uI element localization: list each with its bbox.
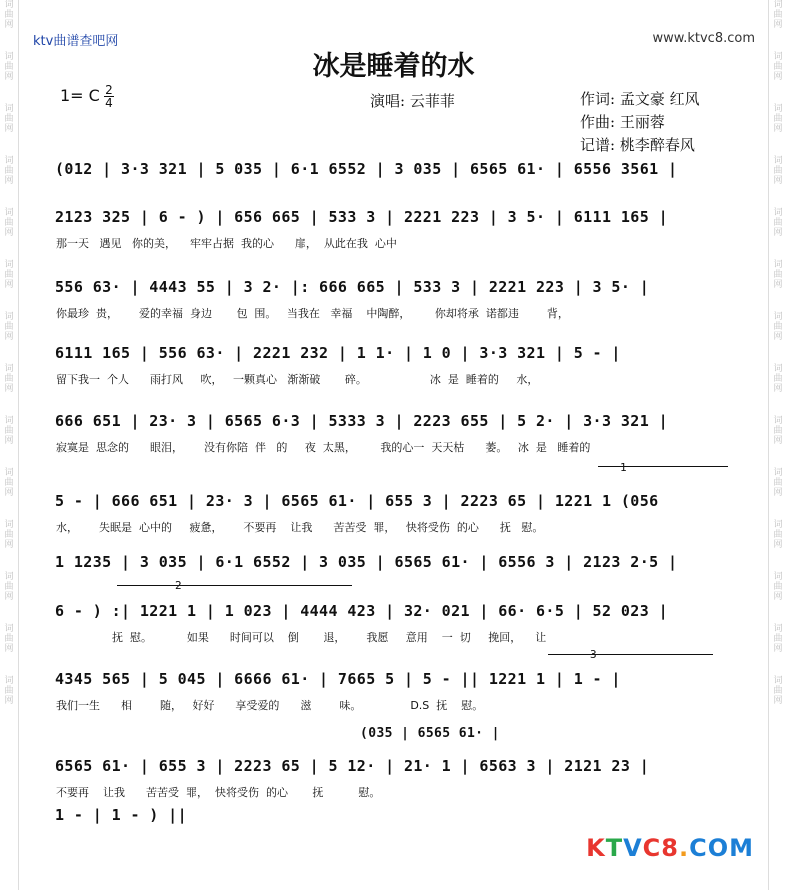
meter-bottom: 4 <box>105 96 113 110</box>
watermark-glyph-group: 词 曲 网 <box>4 104 14 134</box>
watermark-glyph-group: 词 曲 网 <box>4 364 14 394</box>
score-row-notes: 6111 165 | 556 63· | 2221 232 | 1 1· | 1 0 | 3·3 321 | 5 - | <box>55 344 621 362</box>
meter-top: 2 <box>105 83 113 97</box>
watermark-glyph-group: 词 曲 网 <box>4 676 14 706</box>
composer-credit: 作曲: 王丽蓉 <box>580 113 665 131</box>
site-link-left[interactable]: ktv曲谱查吧网 <box>33 34 119 49</box>
watermark-glyph-group: 词 曲 网 <box>4 416 14 446</box>
score-row-lyrics: 不要再 让我 苦苦受 罪， 快将受伤 的心 抚 慰。 <box>56 786 381 799</box>
score-row-notes: 1 - | 1 - ) || <box>55 806 188 824</box>
watermark-glyph-group: 词 曲 网 <box>4 572 14 602</box>
score-row-notes: 6 - ) :| 1221 1 | 1 023 | 4444 423 | 32· 021 | 66· 6·5 | 52 023 | <box>55 602 668 620</box>
score-row-lyrics: 那一天 遇见 你的美， 牢牢占据 我的心 扉， 从此在我 心中 <box>56 237 397 250</box>
score-row-notes: 2123 325 | 6 - ) | 656 665 | 533 3 | 2221 223 | 3 5· | 6111 165 | <box>55 208 668 226</box>
score-row-lyrics: 我们一生 相 随， 好好 享受爱的 滋 味。 D.S 抚 慰。 <box>56 699 484 712</box>
score-row-notes: 6565 61· | 655 3 | 2223 65 | 5 12· | 21· 1 | 6563 3 | 2121 23 | <box>55 757 650 775</box>
score-row-lyrics: 寂寞是 思念的 眼泪， 没有你陪 伴 的 夜 太黑， 我的心一 天天枯 萎。 冰 是 睡着的 <box>56 441 591 454</box>
watermark-glyph-group: 词 曲 网 <box>773 104 783 134</box>
watermark-glyph-group: 词 曲 网 <box>4 520 14 550</box>
score-row-notes: 4345 565 | 5 045 | 6666 61· | 7665 5 | 5 - || 1221 1 | 1 - | <box>55 670 621 688</box>
score-row-lyrics: 水， 失眠是 心中的 疲惫， 不要再 让我 苦苦受 罪， 快将受伤 的心 抚 慰。 <box>56 521 544 534</box>
site-url-right[interactable]: www.ktvc8.com <box>652 31 755 46</box>
volta-3-bracket <box>548 654 713 655</box>
singer-credit: 演唱: 云菲菲 <box>370 92 455 110</box>
watermark-glyph-group: 词 曲 网 <box>773 208 783 238</box>
watermark-glyph-group: 词 曲 网 <box>4 156 14 186</box>
watermark-glyph-group: 词 曲 网 <box>773 0 783 30</box>
right-watermark-strip <box>768 0 787 890</box>
watermark-glyph-group: 词 曲 网 <box>773 416 783 446</box>
volta-1-bracket <box>598 466 728 467</box>
score-row-notes: 1 1235 | 3 035 | 6·1 6552 | 3 035 | 6565 61· | 6556 3 | 2123 2·5 | <box>55 553 678 571</box>
score-row-10-upper: (035 | 6565 61· | <box>360 726 500 741</box>
score-row-lyrics: 留下我一 个人 雨打风 吹， 一颗真心 渐渐破 碎。 冰 是 睡着的 水， <box>56 373 539 386</box>
score-row-notes: 666 651 | 23· 3 | 6565 6·3 | 5333 3 | 2223 655 | 5 2· | 3·3 321 | <box>55 412 668 430</box>
volta-2-bracket <box>117 585 352 586</box>
watermark-glyph-group: 词 曲 网 <box>773 52 783 82</box>
score-row-lyrics: 抚 慰。 如果 时间可以 倒 退， 我愿 意用 一 切 挽回， 让 <box>56 631 547 644</box>
watermark-glyph-group: 词 曲 网 <box>4 312 14 342</box>
watermark-glyph-group: 词 曲 网 <box>773 520 783 550</box>
watermark-glyph-group: 词 曲 网 <box>773 312 783 342</box>
watermark-glyph-group: 词 曲 网 <box>773 364 783 394</box>
watermark-glyph-group: 词 曲 网 <box>4 0 14 30</box>
lyricist-credit: 作词: 孟文豪 红风 <box>580 90 700 108</box>
watermark-glyph-group: 词 曲 网 <box>4 260 14 290</box>
score-row-notes: (012 | 3·3 321 | 5 035 | 6·1 6552 | 3 035 | 6565 61· | 6556 3561 | <box>55 160 678 178</box>
score-row-notes: 5 - | 666 651 | 23· 3 | 6565 61· | 655 3 | 2223 65 | 1221 1 (056 <box>55 492 659 510</box>
watermark-glyph-group: 词 曲 网 <box>4 468 14 498</box>
key-signature: 1= C <box>60 86 100 105</box>
watermark-glyph-group: 词 曲 网 <box>773 676 783 706</box>
time-signature <box>104 84 114 109</box>
song-title: 冰是睡着的水 <box>312 51 475 82</box>
score-row-lyrics: 你最珍 贵， 爱的幸福 身边 包 围。 当我在 幸福 中陶醉， 你却将承 诺都违 背， <box>56 307 569 320</box>
transcriber-credit: 记谱: 桃李醉春风 <box>580 136 695 154</box>
watermark-glyph-group: 词 曲 网 <box>4 208 14 238</box>
score-row-notes: 556 63· | 4443 55 | 3 2· |: 666 665 | 533 3 | 2221 223 | 3 5· | <box>55 278 650 296</box>
watermark-glyph-group: 词 曲 网 <box>4 624 14 654</box>
watermark-glyph-group: 词 曲 网 <box>773 624 783 654</box>
left-watermark-strip <box>0 0 19 890</box>
volta-1-label: 1 <box>620 461 627 474</box>
watermark-glyph-group: 词 曲 网 <box>773 572 783 602</box>
volta-2-label: 2 <box>175 579 182 592</box>
watermark-glyph-group: 词 曲 网 <box>773 156 783 186</box>
watermark-glyph-group: 词 曲 网 <box>773 468 783 498</box>
volta-3-label: 3 <box>590 648 597 661</box>
watermark-glyph-group: 词 曲 网 <box>4 52 14 82</box>
ktvc8-logo: KTVC8.COM <box>586 834 754 862</box>
watermark-glyph-group: 词 曲 网 <box>773 260 783 290</box>
